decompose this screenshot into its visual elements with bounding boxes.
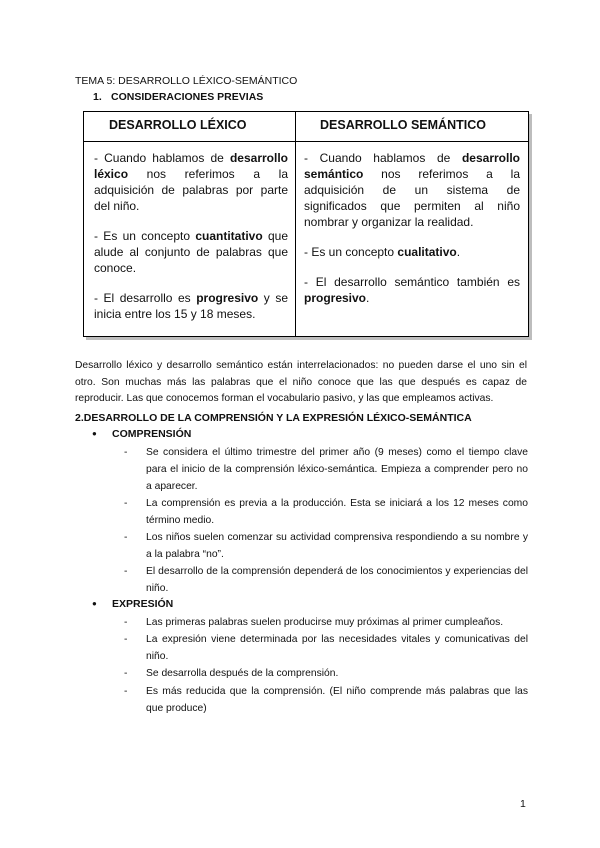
semantico-point-2: - Es un concepto cualitativo. <box>304 245 461 259</box>
table-cell-lexico <box>94 150 288 322</box>
list-item: - Los niños suelen comenzar su actividad comprensiva respondiendo a su nombre y a la palabra “no”. <box>124 529 528 563</box>
dash-icon: - <box>124 668 128 679</box>
table-header-divider <box>84 141 528 142</box>
dash-icon: - <box>124 686 128 697</box>
section-2-heading: 2.DESARROLLO DE LA COMPRENSIÓN Y LA EXPRESIÓN LÉXICO-SEMÁNTICA <box>75 412 472 424</box>
list-item: - La comprensión es previa a la producción. Esta se iniciará a los 12 meses como término medio. <box>124 495 528 529</box>
section-1-number: 1. <box>93 91 102 103</box>
list-item: - Es más reducida que la comprensión. (El niño comprende más palabras que las que produce) <box>124 683 528 717</box>
semantico-point-3: - El desarrollo semántico también es progresivo. <box>304 275 520 305</box>
list-item: - Se considera el último trimestre del primer año (9 meses) como el tiempo clave para el inicio de la comprensión léxico-semántica. Empieza a comprender pero no a aparecer. <box>124 444 528 495</box>
list-item: - La expresión viene determinada por las necesidades vitales y comunicativas del niño. <box>124 631 528 665</box>
bullet-icon: ● <box>92 599 97 608</box>
lexico-point-3: - El desarrollo es progresivo y se inicia entre los 15 y 18 meses. <box>94 291 288 321</box>
list-item: - El desarrollo de la comprensión dependerá de los conocimientos y experiencias del niño. <box>124 563 528 597</box>
dash-icon: - <box>124 532 128 543</box>
section-1-label: CONSIDERACIONES PREVIAS <box>111 91 264 103</box>
lexico-point-2: - Es un concepto cuantitativo que alude al conjunto de palabras que conoce. <box>94 229 288 275</box>
dash-icon: - <box>124 617 128 628</box>
expresion-heading: ● EXPRESIÓN <box>92 598 174 610</box>
comparison-table <box>83 111 529 337</box>
semantico-point-1: - Cuando hablamos de desarrollo semántico nos referimos a la adquisición de un sistema de significados que permiten al niño nombrar y organizar la realidad. <box>304 151 520 229</box>
page-number: 1 <box>520 798 526 810</box>
intro-paragraph: Desarrollo léxico y desarrollo semántico están interrelacionados: no pueden darse el uno sin el otro. Son muchas más las palabras que el niño conoce que las que después es capaz de reproducir. Las que conocemos forman el vocabulario pasivo, y las que empleamos activas. <box>75 360 527 404</box>
document-title: TEMA 5: DESARROLLO LÉXICO-SEMÁNTICO <box>75 75 298 87</box>
comprension-heading: ● COMPRENSIÓN <box>92 428 192 440</box>
dash-icon: - <box>124 498 128 509</box>
dash-icon: - <box>124 634 128 645</box>
table-header-semantico: DESARROLLO SEMÁNTICO <box>320 118 486 132</box>
table-header-lexico: DESARROLLO LÉXICO <box>109 118 247 132</box>
dash-icon: - <box>124 447 128 458</box>
dash-icon: - <box>124 566 128 577</box>
list-item: - Se desarrolla después de la comprensión. <box>124 665 528 682</box>
table-column-divider <box>295 112 296 336</box>
section-1-heading <box>93 90 263 104</box>
bullet-icon: ● <box>92 429 97 438</box>
lexico-point-1: - Cuando hablamos de desarrollo léxico nos referimos a la adquisición de palabras por parte del niño. <box>94 151 288 213</box>
table-cell-semantico <box>304 150 520 306</box>
list-item: - Las primeras palabras suelen producirse muy próximas al primer cumpleaños. <box>124 614 528 631</box>
